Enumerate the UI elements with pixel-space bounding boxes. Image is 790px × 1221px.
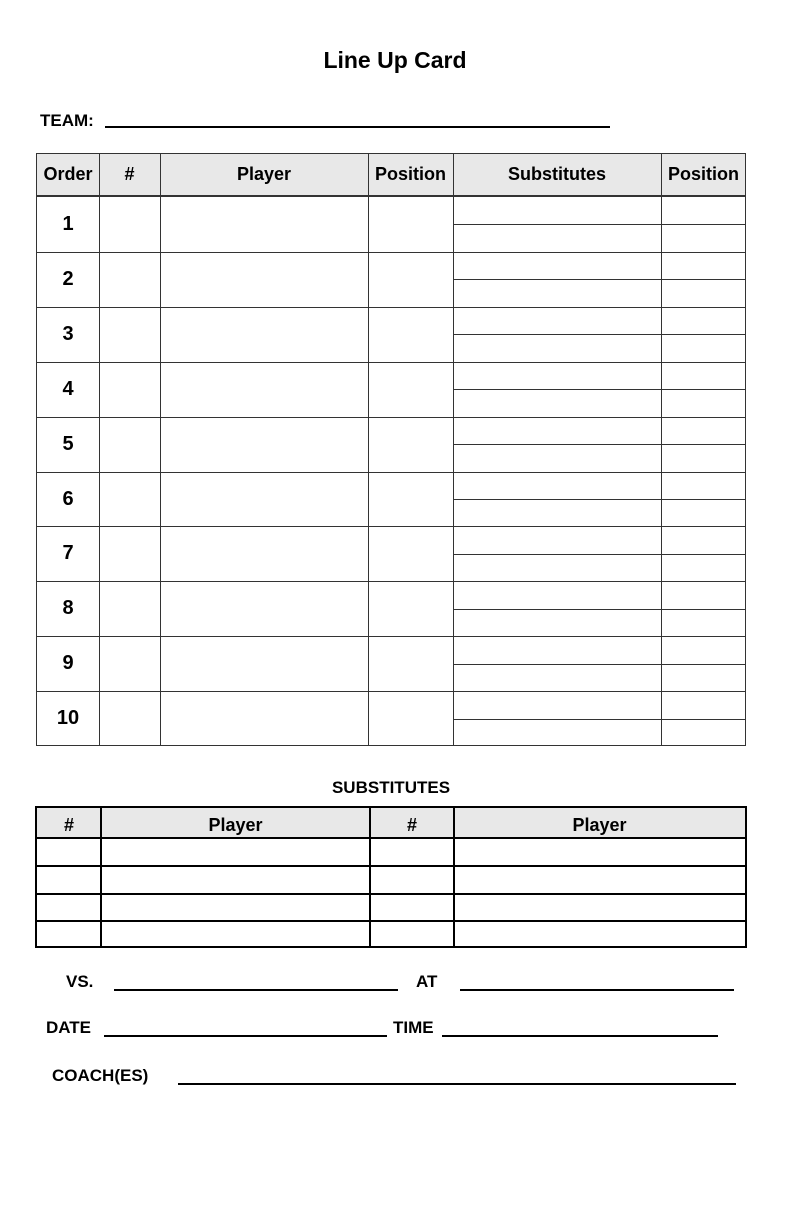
sub-row-divider	[37, 920, 745, 922]
vs-label: VS.	[66, 972, 94, 991]
coach-label: COACH(ES)	[52, 1066, 149, 1085]
time-label: TIME	[393, 1018, 434, 1037]
lineup-row-divider	[37, 526, 745, 527]
sub-header-number-1: #	[63, 815, 74, 835]
order-number: 3	[62, 322, 74, 345]
sub-header-player-1: Player	[208, 815, 263, 835]
sub-header-player-2: Player	[572, 815, 627, 835]
header-player: Player	[236, 164, 292, 184]
substitute-split-line	[453, 499, 745, 500]
team-field[interactable]	[105, 126, 610, 128]
substitute-split-line	[453, 444, 745, 445]
lineup-row-divider	[37, 691, 745, 692]
order-number: 9	[62, 652, 74, 675]
lineup-column-divider	[453, 154, 454, 745]
lineup-row-divider	[37, 252, 745, 253]
lineup-row-divider	[37, 417, 745, 418]
lineup-table	[36, 153, 746, 746]
sub-row-divider	[37, 865, 745, 867]
substitute-split-line	[453, 224, 745, 225]
lineup-header-row	[37, 154, 745, 197]
order-number: 1	[62, 213, 74, 235]
substitute-split-line	[453, 334, 745, 335]
header-substitutes: Substitutes	[507, 164, 606, 184]
order-number: 10	[56, 707, 80, 730]
order-number: 6	[62, 487, 74, 510]
lineup-column-divider	[160, 154, 161, 745]
header-number: #	[124, 164, 135, 184]
coach-field[interactable]	[178, 1083, 736, 1085]
date-label: DATE	[46, 1018, 92, 1037]
lineup-column-divider	[368, 154, 369, 745]
lineup-column-divider	[661, 154, 662, 745]
header-order: Order	[43, 164, 93, 184]
time-field[interactable]	[442, 1035, 718, 1037]
substitute-split-line	[453, 554, 745, 555]
order-number: 4	[62, 377, 74, 400]
order-number: 8	[62, 597, 74, 620]
team-label: TEAM:	[40, 111, 94, 130]
date-field[interactable]	[104, 1035, 387, 1037]
substitute-split-line	[453, 609, 745, 610]
page-title: Line Up Card	[323, 47, 467, 73]
sub-row-divider	[37, 893, 745, 895]
sub-header-number-2: #	[406, 815, 417, 835]
substitute-split-line	[453, 719, 745, 720]
lineup-row-divider	[37, 307, 745, 308]
substitutes-header-row	[37, 808, 745, 839]
header-position: Position	[375, 164, 446, 184]
substitutes-title: SUBSTITUTES	[331, 778, 451, 797]
lineup-row-divider	[37, 581, 745, 582]
substitute-split-line	[453, 664, 745, 665]
at-field[interactable]	[460, 989, 734, 991]
sub-divider	[453, 808, 455, 946]
at-label: AT	[416, 972, 438, 991]
sub-divider	[369, 808, 371, 946]
substitutes-table	[35, 806, 747, 948]
lineup-column-divider	[99, 154, 100, 745]
order-number: 2	[62, 267, 74, 290]
substitute-split-line	[453, 279, 745, 280]
lineup-row-divider	[37, 472, 745, 473]
lineup-row-divider	[37, 636, 745, 637]
order-number: 7	[62, 542, 74, 565]
lineup-row-divider	[37, 362, 745, 363]
order-number: 5	[62, 432, 74, 455]
substitute-split-line	[453, 389, 745, 390]
vs-field[interactable]	[114, 989, 398, 991]
sub-divider	[100, 808, 102, 946]
header-sub-position: Position	[668, 164, 739, 184]
